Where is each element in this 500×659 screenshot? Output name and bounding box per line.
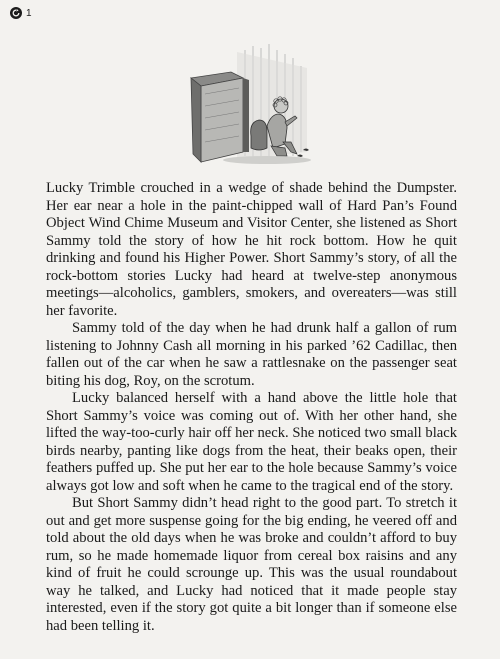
paragraph: Lucky Trimble crouched in a wedge of shade behind the Dumpster. Her ear near a hole in the paint-chipped wall of Hard Pan’s Found Object Wind Chime Museum and Visitor Center, she listened as Short Sammy told the story of how he hit rock bottom. How he quit drinking and found his Higher Power. Short Sammy’s story, of all the rock-bottom stories Lucky had heard at twelve-step anonymous meetings—alcoholics, gamblers, smokers, and overeaters—was still her favorite.	[46, 180, 457, 319]
paragraph: But Short Sammy didn’t head right to the good part. To stretch it out and get more suspense going for the big ending, he veered off and told about the old days when he was broke and couldn’t afford to buy rum, so he made homemade liquor from cereal box raisins and any kind of fruit he could scrounge up. This was the usual roundabout way he talked, and Lucky had noticed that it made people stay interested, even if the story got quite a bit longer than if someone else had been telling it.	[46, 495, 457, 634]
page-number: 1	[26, 7, 32, 19]
paragraph: Sammy told of the day when he had drunk half a gallon of rum listening to Johnny Cash all morning in his parked ’62 Cadillac, then fallen out of the car when he saw a rattlesnake on the passenger seat biting his dog, Roy, on the scrotum.	[46, 320, 457, 389]
paragraph: Lucky balanced herself with a hand above the little hole that Short Sammy’s voice was coming out of. With her other hand, she lifted the way-too-curly hair off her neck. She noticed two small black birds nearby, panting like dogs from the heat, their beaks open, their feathers puffed up. She put her ear to the hole because Sammy’s voice always got low and soft when he came to the tragical end of the story.	[46, 390, 457, 494]
dumpster-girl-illustration	[187, 44, 311, 172]
story-text	[46, 180, 457, 635]
chapter-marker	[10, 7, 32, 19]
circle-arrow-icon	[10, 7, 22, 19]
